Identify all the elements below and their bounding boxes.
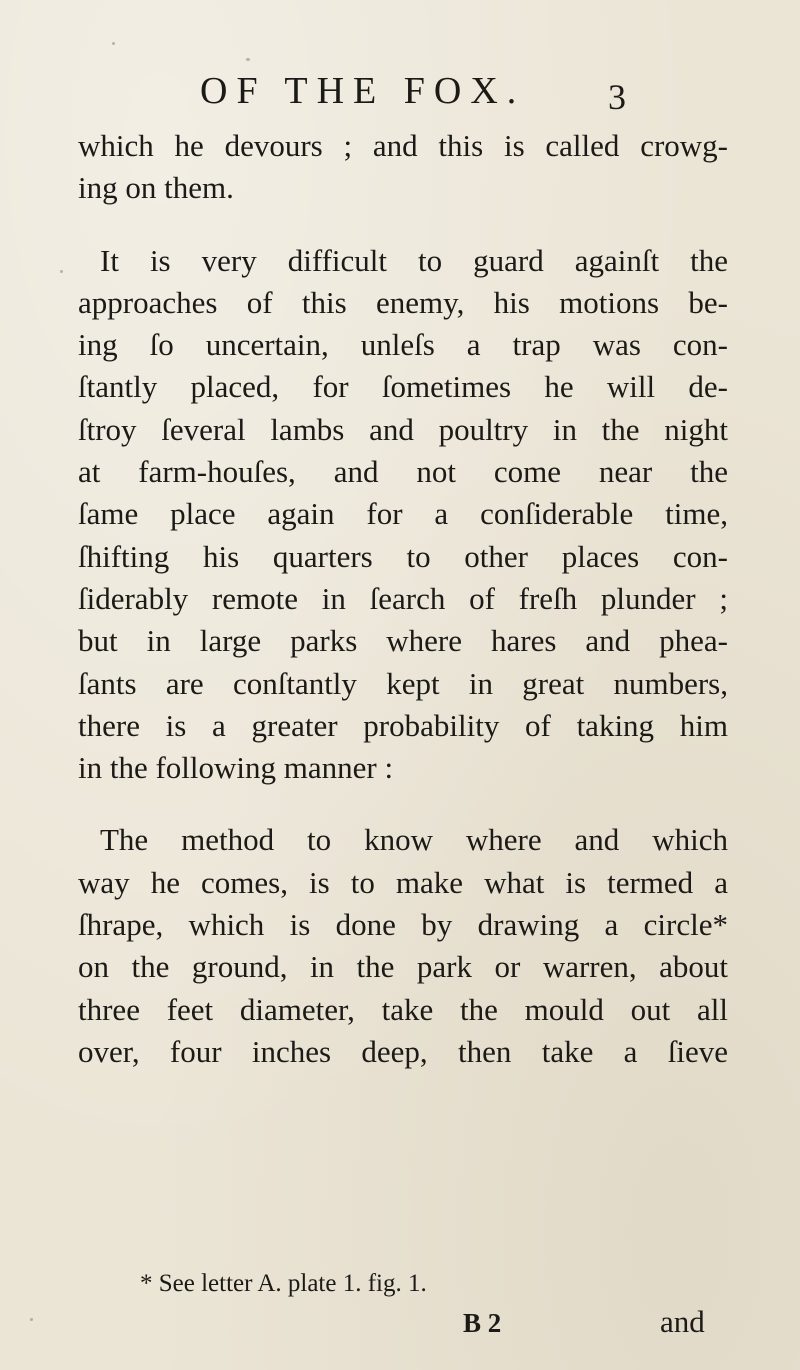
text-line: It is very difficult to guard againſt the	[100, 242, 728, 278]
text-line: ſame place again for a conſiderable time,	[78, 496, 728, 532]
paragraph	[78, 240, 728, 790]
text-line: ſants are conſtantly kept in great numbers,	[78, 665, 728, 701]
text-line: there is a greater probability of taking him	[78, 707, 728, 743]
running-head-title: OF THE FOX.	[200, 70, 526, 112]
paper-speck	[112, 42, 115, 45]
running-head	[0, 66, 800, 116]
text-line: ſtroy ſeveral lambs and poultry in the night	[78, 411, 728, 447]
text-line: way he comes, is to make what is termed a	[78, 864, 728, 900]
text-line: which he devours ; and this is called crowg-	[78, 128, 728, 163]
paper-speck	[60, 270, 63, 273]
text-line: but in large parks where hares and phea-	[78, 623, 728, 659]
text-line: ſhrape, which is done by drawing a circle*	[78, 907, 728, 943]
text-line: three feet diameter, take the mould out all	[78, 991, 728, 1027]
text-line: ing on them.	[78, 170, 234, 206]
paragraph	[78, 125, 728, 210]
paper-speck	[246, 58, 250, 61]
text-line: ſhifting his quarters to other places con-	[78, 538, 728, 574]
text-line: over, four inches deep, then take a ſieve	[78, 1033, 728, 1069]
text-line: ſtantly placed, for ſometimes he will de-	[78, 369, 728, 405]
page-number: 3	[608, 77, 626, 117]
body-text	[78, 125, 728, 1073]
text-line: approaches of this enemy, his motions be-	[78, 284, 728, 320]
text-line: The method to know where and which	[100, 822, 728, 858]
footnote: * See letter A. plate 1. fig. 1.	[140, 1270, 427, 1297]
text-line: ing ſo uncertain, unleſs a trap was con-	[78, 327, 728, 363]
text-line: in the following manner :	[78, 750, 394, 786]
paper-speck	[30, 1318, 33, 1321]
text-line: ſiderably remote in ſearch of freſh plunder ;	[78, 580, 728, 616]
text-line: at farm-houſes, and not come near the	[78, 454, 728, 490]
paragraph	[78, 819, 728, 1073]
signature-mark: B 2	[463, 1308, 502, 1338]
catchword: and	[660, 1304, 705, 1339]
text-line: on the ground, in the park or warren, about	[78, 949, 728, 985]
